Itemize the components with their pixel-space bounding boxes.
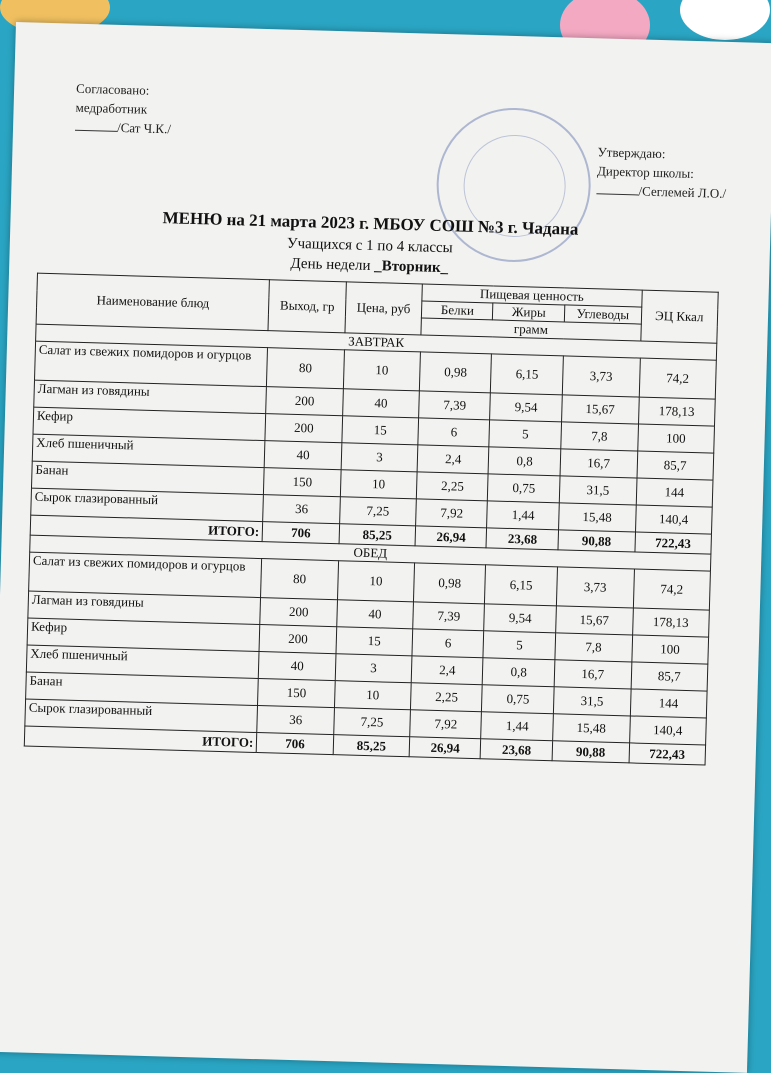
dish-output: 80 [261,559,338,600]
weekday-value: _Вторник_ [373,258,449,277]
total-price: 85,25 [333,735,410,757]
dish-proteins: 7,92 [410,710,482,739]
approval-left-role: медработник [75,99,148,117]
dish-price: 10 [340,470,417,499]
dish-proteins: 2,25 [416,472,488,501]
dish-name: Лагман из говядины [34,380,267,413]
dish-energy: 100 [631,635,708,664]
dish-output: 36 [263,495,340,524]
dish-name: Кефир [33,407,266,440]
dish-carbs: 7,8 [555,633,632,662]
dish-fats: 0,8 [483,658,555,687]
dish-energy: 85,7 [631,662,708,691]
dish-fats: 1,44 [481,712,553,741]
dish-carbs: 3,73 [562,356,640,397]
dish-carbs: 15,67 [561,395,638,424]
dish-output: 80 [267,348,344,389]
total-output: 706 [262,522,339,544]
approval-left [75,79,172,139]
dish-fats: 6,15 [491,354,563,395]
dish-fats: 5 [483,631,555,660]
dish-output: 200 [260,598,337,627]
total-label: ИТОГО: [24,726,257,752]
dish-price: 40 [337,600,414,629]
dish-carbs: 3,73 [556,567,634,608]
approval-right-signer: /Сеглемей Л.О./ [638,183,727,201]
col-price-header: Цена, руб [345,282,423,335]
dish-name: Банан [31,461,264,494]
dish-output: 36 [257,706,334,735]
total-proteins: 26,94 [409,737,481,759]
dish-fats: 0,75 [482,685,554,714]
approval-left-signer: /Сат Ч.К./ [116,119,172,137]
total-energy: 722,43 [635,532,712,554]
approval-right-role: Директор школы: [596,163,695,181]
dish-output: 150 [264,468,341,497]
dish-energy: 178,13 [632,608,709,637]
dish-energy: 85,7 [637,451,714,480]
dish-name: Хлеб пшеничный [26,645,259,678]
section-title: ЗАВТРАК [36,324,717,360]
dish-output: 40 [259,652,336,681]
dish-energy: 74,2 [633,569,710,610]
total-price: 85,25 [339,524,416,546]
dish-name: Кефир [27,618,260,651]
total-output: 706 [257,733,334,755]
dish-output: 200 [266,387,343,416]
total-proteins: 26,94 [415,526,487,548]
total-energy: 722,43 [629,743,706,765]
dish-output: 40 [265,441,342,470]
dish-name: Лагман из говядины [28,591,261,624]
dish-carbs: 31,5 [553,687,630,716]
dish-energy: 100 [637,424,714,453]
total-carbs: 90,88 [552,741,629,763]
col-carbs-header: Углеводы [564,305,641,324]
dish-proteins: 7,39 [413,602,485,631]
dish-fats: 0,75 [488,474,560,503]
dish-price: 10 [334,681,411,710]
dish-proteins: 6 [412,629,484,658]
approval-right-title: Утверждаю: [597,144,666,162]
menu-table [24,273,719,766]
dish-carbs: 16,7 [560,449,637,478]
dish-proteins: 7,39 [419,391,491,420]
dish-proteins: 6 [418,418,490,447]
dish-name: Сырок глазированный [31,488,264,521]
dish-price: 10 [337,561,414,602]
dish-carbs: 7,8 [561,422,638,451]
dish-price: 40 [342,389,419,418]
dish-output: 200 [259,625,336,654]
dish-proteins: 7,92 [416,499,488,528]
dish-fats: 0,8 [489,447,561,476]
dish-name: Банан [26,672,259,705]
col-name-header: Наименование блюд [36,273,270,330]
dish-energy: 144 [630,689,707,718]
col-fats-header: Жиры [493,303,565,322]
signature-mark [596,181,638,195]
total-fats: 23,68 [486,528,558,550]
dish-fats: 6,15 [485,565,557,606]
dish-energy: 178,13 [638,397,715,426]
dish-price: 15 [342,416,419,445]
dish-proteins: 0,98 [414,563,486,604]
menu-title: МЕНЮ на 21 марта 2023 г. МБОУ СОШ №3 г. Чадана [162,208,579,239]
col-nutrition-header: Пищевая ценность [422,284,642,307]
menu-document [0,22,771,1073]
dish-fats: 1,44 [487,501,559,530]
col-proteins-header: Белки [421,301,493,320]
total-carbs: 90,88 [558,530,635,552]
dish-name: Сырок глазированный [25,699,258,732]
background-flower [680,0,770,40]
dish-price: 3 [341,443,418,472]
dish-proteins: 2,4 [417,445,489,474]
col-energy-header: ЭЦ Ккал [640,290,718,343]
dish-fats: 9,54 [484,604,556,633]
weekday-label: День недели [290,255,375,275]
dish-carbs: 16,7 [554,660,631,689]
col-output-header: Выход, гр [268,280,346,333]
dish-carbs: 15,48 [553,714,630,743]
dish-price: 7,25 [334,708,411,737]
dish-price: 15 [336,627,413,656]
dish-price: 7,25 [339,497,416,526]
dish-energy: 140,4 [635,505,712,534]
dish-carbs: 15,67 [556,606,633,635]
dish-energy: 144 [636,478,713,507]
total-fats: 23,68 [481,739,553,761]
dish-carbs: 15,48 [558,503,635,532]
dish-output: 200 [265,414,342,443]
dish-output: 150 [258,679,335,708]
dish-name: Салат из свежих помидоров и огурцов [35,341,268,386]
dish-fats: 5 [489,420,561,449]
approval-right-signature-line [596,180,726,203]
dish-price: 10 [343,350,420,391]
dish-price: 3 [335,654,412,683]
dish-energy: 140,4 [629,716,706,745]
dish-proteins: 2,25 [411,683,483,712]
dish-name: Салат из свежих помидоров и огурцов [29,552,262,597]
dish-proteins: 0,98 [419,352,491,393]
dish-fats: 9,54 [490,393,562,422]
dish-carbs: 31,5 [559,476,636,505]
col-unit-header: грамм [421,318,641,341]
approval-right [596,142,727,203]
signature-mark [75,118,117,132]
menu-subtitle: Учащихся с 1 по 4 классы [286,235,453,257]
total-label: ИТОГО: [30,515,263,541]
approval-left-signature-line [75,117,171,139]
approval-left-title: Согласовано: [75,80,150,98]
section-title: ОБЕД [30,535,711,571]
dish-proteins: 2,4 [411,656,483,685]
dish-name: Хлеб пшеничный [32,434,265,467]
dish-energy: 74,2 [639,358,716,399]
